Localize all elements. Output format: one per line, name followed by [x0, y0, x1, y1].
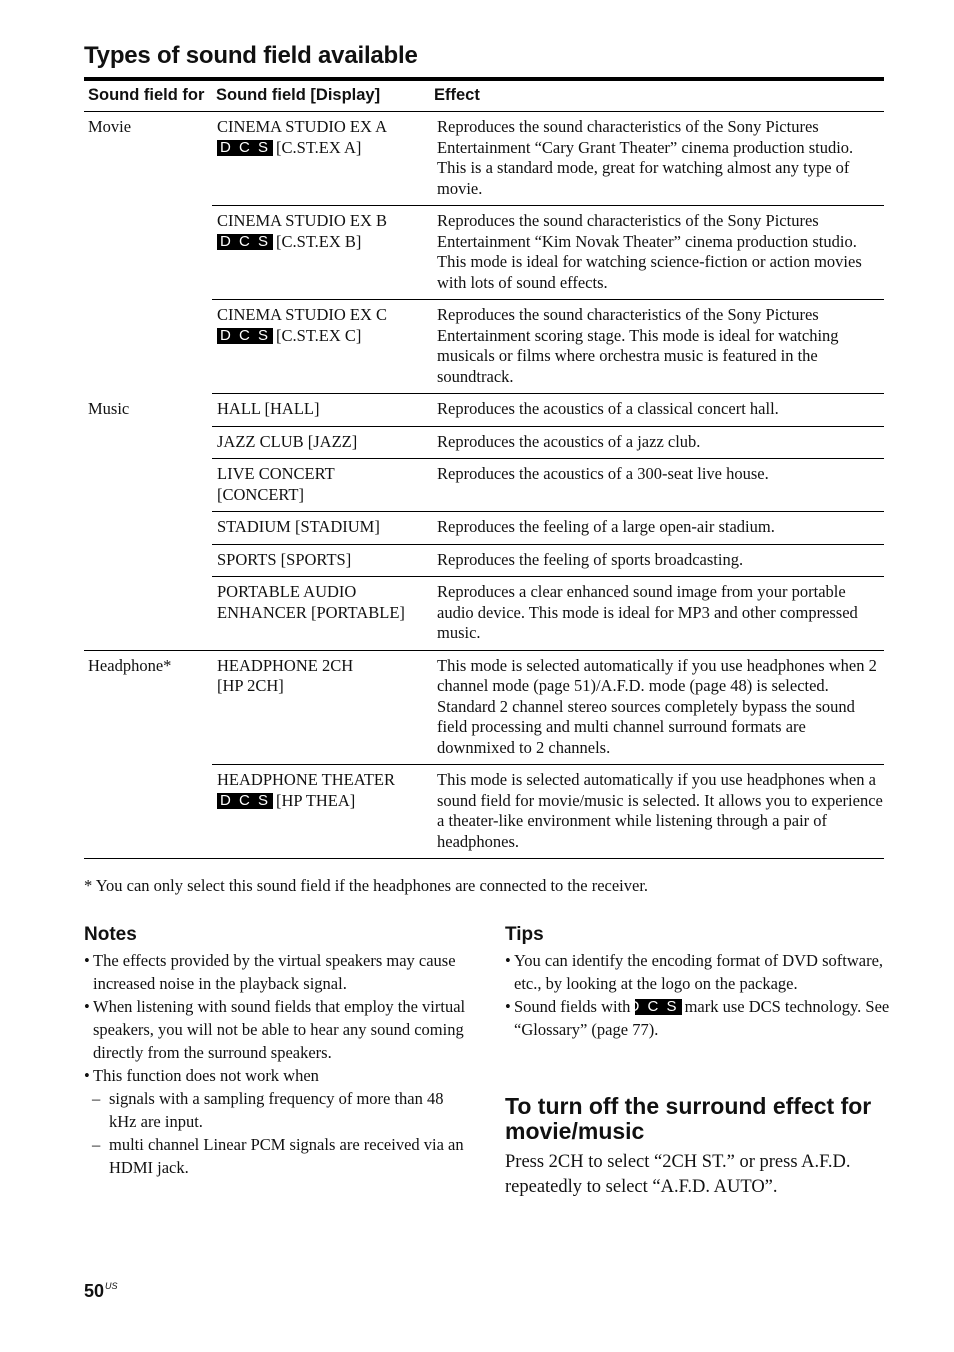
header-sound-field-for: Sound field for — [84, 81, 212, 112]
effect-cell: Reproduces the feeling of sports broadcasting. — [430, 544, 884, 577]
table-row — [84, 394, 884, 427]
turn-off-instructions: Press 2CH to select “2CH ST.” or press A.F.D. repeatedly to select “A.F.D. AUTO”. — [505, 1152, 851, 1197]
notes-list — [84, 949, 469, 1087]
list-item: • The effects provided by the virtual speakers may cause increased noise in the playback signal. — [84, 951, 456, 993]
mode-name: CINEMA STUDIO EX C — [217, 305, 388, 324]
page-title: Types of sound field available — [84, 42, 418, 69]
effect-cell: Reproduces the sound characteristics of the Sony Pictures Entertainment scoring stage. This mode is ideal for watching musicals or films where orchestra music is featured in the soundtrack. — [430, 300, 884, 394]
mode-cell — [212, 765, 430, 859]
mode-display: [C.ST.EX B] — [276, 231, 362, 251]
effect-cell: Reproduces the acoustics of a classical concert hall. — [430, 394, 884, 427]
mode-cell: JAZZ CLUB [JAZZ] — [212, 426, 430, 459]
list-item: • When listening with sound fields that employ the virtual speakers, you will not be able to hear any sound coming directly from the surround speakers. — [84, 997, 466, 1062]
header-effect: Effect — [430, 81, 884, 112]
category-music: Music — [84, 394, 212, 651]
turn-off-surround-section — [505, 1094, 900, 1200]
mode-cell: STADIUM [STADIUM] — [212, 512, 430, 545]
table-row — [84, 112, 884, 206]
mode-name: CINEMA STUDIO EX A — [217, 117, 388, 136]
effect-cell: Reproduces the sound characteristics of the Sony Pictures Entertainment “Kim Novak Theater” cinema production studio. This mode is ideal for watching science-fiction or action movies with lots of sound effects. — [430, 206, 884, 300]
mode-cell: PORTABLE AUDIO ENHANCER [PORTABLE] — [212, 577, 430, 651]
mode-name: CINEMA STUDIO EX B — [217, 211, 388, 230]
mode-display: [C.ST.EX C] — [276, 325, 362, 345]
notes-heading: Notes — [84, 924, 137, 945]
effect-cell: This mode is selected automatically if you use headphones when 2 channel mode (page 51)/A.F.D. mode (page 48) is selected. Standard 2 channel stereo sources completely bypass the sound field processing and multi channel surround formats are downmixed to 2 channels. — [430, 650, 884, 765]
mode-cell — [212, 300, 430, 394]
effect-cell: This mode is selected automatically if you use headphones when a sound field for movie/music is selected. It allows you to experience a theater-like environment while listening through a pair of headphones. — [430, 765, 884, 859]
mode-display: [HP THEA] — [276, 790, 356, 810]
mode-name: HEADPHONE THEATER — [217, 770, 395, 789]
list-item: • This function does not work when — [84, 1066, 319, 1085]
dcs-badge-icon: D C S — [635, 999, 682, 1015]
tips-section — [505, 924, 890, 1041]
sound-field-table — [84, 81, 884, 859]
category-headphone: Headphone* — [84, 650, 212, 859]
mode-display: [C.ST.EX A] — [276, 137, 362, 157]
mode-cell: SPORTS [SPORTS] — [212, 544, 430, 577]
table-header-row — [84, 81, 884, 112]
notes-section — [84, 924, 469, 1179]
turn-off-heading: To turn off the surround effect for movie/music — [505, 1093, 872, 1144]
effect-cell: Reproduces the acoustics of a jazz club. — [430, 426, 884, 459]
dcs-badge-icon: D C S — [217, 328, 273, 344]
table-row — [84, 650, 884, 765]
dcs-badge-icon: D C S — [217, 140, 273, 156]
mode-cell — [212, 112, 430, 206]
list-item: • You can identify the encoding format of DVD software, etc., by looking at the logo on the package. — [505, 951, 884, 993]
mode-cell: LIVE CONCERT [CONCERT] — [212, 459, 430, 512]
dcs-badge-icon: D C S — [217, 793, 273, 809]
page-region-suffix: US — [105, 1281, 118, 1291]
mode-cell: HEADPHONE 2CH [HP 2CH] — [212, 650, 430, 765]
notes-sublist — [84, 1087, 469, 1179]
effect-cell: Reproduces the sound characteristics of the Sony Pictures Entertainment “Cary Grant Theater” cinema production studio. This is a standard mode, great for watching almost any type of movie. — [430, 112, 884, 206]
effect-cell: Reproduces a clear enhanced sound image from your portable audio device. This mode is ideal for MP3 and other compressed music. — [430, 577, 884, 651]
dcs-badge-icon: D C S — [217, 234, 273, 250]
list-item: – signals with a sampling frequency of more than 48 kHz are input. — [92, 1089, 444, 1131]
mode-cell — [212, 206, 430, 300]
tips-heading: Tips — [505, 924, 544, 945]
page-number: $50^{US}$ — [84, 1281, 118, 1301]
header-sound-field-display: Sound field [Display] — [212, 81, 430, 112]
effect-cell: Reproduces the feeling of a large open-air stadium. — [430, 512, 884, 545]
mode-cell: HALL [HALL] — [212, 394, 430, 427]
category-movie: Movie — [88, 117, 132, 136]
table-footnote: * You can only select this sound field if the headphones are connected to the receiver. — [84, 876, 649, 895]
list-item: • Sound fields with D C S mark use DCS technology. See “Glossary” (page 77). — [505, 997, 890, 1039]
tips-list — [505, 949, 890, 1041]
effect-cell: Reproduces the acoustics of a 300-seat live house. — [430, 459, 884, 512]
list-item: – multi channel Linear PCM signals are received via an HDMI jack. — [92, 1135, 464, 1177]
